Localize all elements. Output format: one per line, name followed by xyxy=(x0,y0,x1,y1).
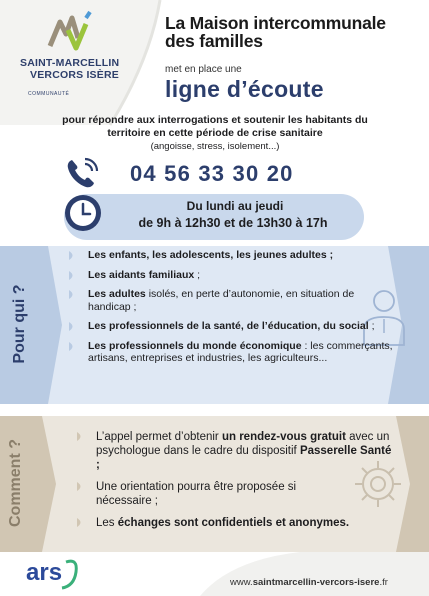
item-text: avec un psychologue dans le cadre du dispositif xyxy=(96,431,390,457)
item-text: ; xyxy=(194,268,201,281)
url-domain: saintmarcellin-vercors-isere xyxy=(252,577,380,588)
phone-number[interactable]: 04 56 33 30 20 xyxy=(130,161,294,186)
item-bold: Les professionnels de la santé, de l’éducation, du social xyxy=(88,320,369,332)
bullet-icon xyxy=(76,431,85,442)
bullet-icon xyxy=(68,250,77,261)
ars-logo-text: ars xyxy=(26,559,63,586)
description xyxy=(20,114,410,153)
list-item xyxy=(76,430,392,472)
item-text: Une orientation pourra être proposée si nécessaire ; xyxy=(96,481,297,507)
clock-icon xyxy=(64,194,102,232)
intro-text: met en place une xyxy=(165,64,242,75)
item-text: ; xyxy=(368,320,375,332)
item-bold: un rendez-vous gratuit xyxy=(221,431,346,443)
bullet-icon xyxy=(76,517,85,528)
item-text: L’appel permet d’obtenir xyxy=(96,431,222,443)
bullet-icon xyxy=(68,289,77,300)
title-line2: des familles xyxy=(165,31,263,51)
list-item xyxy=(76,480,392,508)
item-text: : les commerçants, artisans, entreprises et industries, les agriculteurs... xyxy=(88,339,393,364)
description-line3: (angoisse, stress, isolement...) xyxy=(150,141,280,152)
mountain-logo-icon xyxy=(6,8,156,56)
hours-times: de 9h à 12h30 et de 13h30 à 17h xyxy=(138,216,328,230)
item-text: isolés, en perte d’autonomie, en situation de handicap ; xyxy=(88,288,355,313)
pour-qui-list xyxy=(68,249,398,372)
phone-icon xyxy=(64,157,100,191)
logo-line3: COMMUNAUTÉ xyxy=(28,91,70,97)
list-item xyxy=(68,269,398,282)
bullet-icon xyxy=(76,481,85,492)
ars-logo xyxy=(26,556,86,592)
logo xyxy=(6,8,156,108)
url-prefix: www. xyxy=(230,577,253,588)
item-bold: Passerelle Santé ; xyxy=(96,445,392,471)
hotline-heading: ligne d’écoute xyxy=(165,76,324,102)
pour-qui-label: Pour qui ? xyxy=(11,284,28,364)
list-item xyxy=(68,320,398,333)
hours-days: Du lundi au jeudi xyxy=(186,199,284,213)
list-item xyxy=(68,288,398,313)
page-title xyxy=(165,14,425,50)
logo-line1: SAINT-MARCELLIN xyxy=(20,57,120,69)
item-bold: échanges sont confidentiels et anonymes. xyxy=(117,517,350,529)
list-item xyxy=(68,249,398,262)
comment-list xyxy=(76,430,392,538)
bullet-icon xyxy=(68,321,77,332)
item-bold: Les enfants, les adolescents, les jeunes adultes ; xyxy=(88,249,334,261)
logo-line2: VERCORS ISÈRE xyxy=(30,69,119,81)
url-suffix: .fr xyxy=(379,577,388,588)
list-item xyxy=(76,516,392,530)
title-line1: La Maison intercommunale xyxy=(165,13,386,33)
bullet-icon xyxy=(68,341,77,352)
description-line1: pour répondre aux interrogations et soutenir les habitants du xyxy=(62,114,368,126)
description-line2: territoire en cette période de crise sanitaire xyxy=(107,127,323,139)
footer-url[interactable] xyxy=(230,577,388,588)
bullet-icon xyxy=(68,270,77,281)
comment-label: Comment ? xyxy=(7,439,24,527)
item-text: Les xyxy=(96,517,118,529)
item-bold: Les adultes xyxy=(88,288,146,300)
list-item xyxy=(68,340,398,365)
item-bold: Les aidants familiaux xyxy=(88,268,195,281)
item-bold: Les professionnels du monde économique xyxy=(88,339,302,352)
